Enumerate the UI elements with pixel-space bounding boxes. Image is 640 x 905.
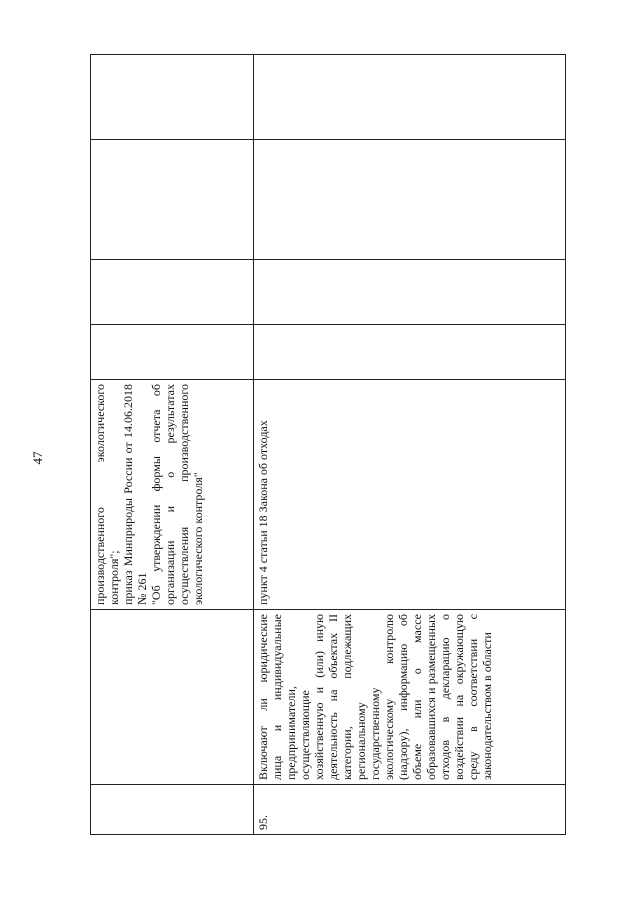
cell-number	[254, 785, 566, 835]
cell-not-applicable	[254, 140, 566, 260]
cell-question	[254, 610, 566, 785]
cell-documents	[254, 380, 566, 610]
cell-not-applicable	[91, 140, 254, 260]
question-text: Включают ли юридические лица и индивидуальные предприниматели, осуществляющие хозяйственную и (или) иную деятельность на объектах II категории, подлежащих региональному государственному экологическому контролю (надзору), информацию об объеме или о массе образовавшихся и размещенных отходов в декларацию о воздействии на окружающую среду в соответствии с законодательством в области	[256, 614, 494, 780]
cell-notes	[91, 55, 254, 140]
documents-text: пункт 4 статьи 18 Закона об отходах	[256, 420, 270, 605]
cell-question	[91, 610, 254, 785]
rotated-table-container	[90, 55, 565, 835]
cell-notes	[254, 55, 566, 140]
cell-no	[91, 260, 254, 325]
requirements-table	[90, 54, 566, 835]
table-row	[91, 55, 254, 835]
documents-text: производственного экологического контроля"; приказ Минприроды России от 14.06.2018 № 261 "Об утверждении формы отчета об организации и о результатах осуществления производственного экологического контроля"	[93, 384, 205, 605]
cell-yes	[91, 325, 254, 380]
cell-no	[254, 260, 566, 325]
cell-number	[91, 785, 254, 835]
page-number: 47	[30, 451, 45, 465]
table-row	[254, 55, 566, 835]
cell-yes	[254, 325, 566, 380]
row-number: 95.	[256, 815, 270, 830]
cell-documents	[91, 380, 254, 610]
